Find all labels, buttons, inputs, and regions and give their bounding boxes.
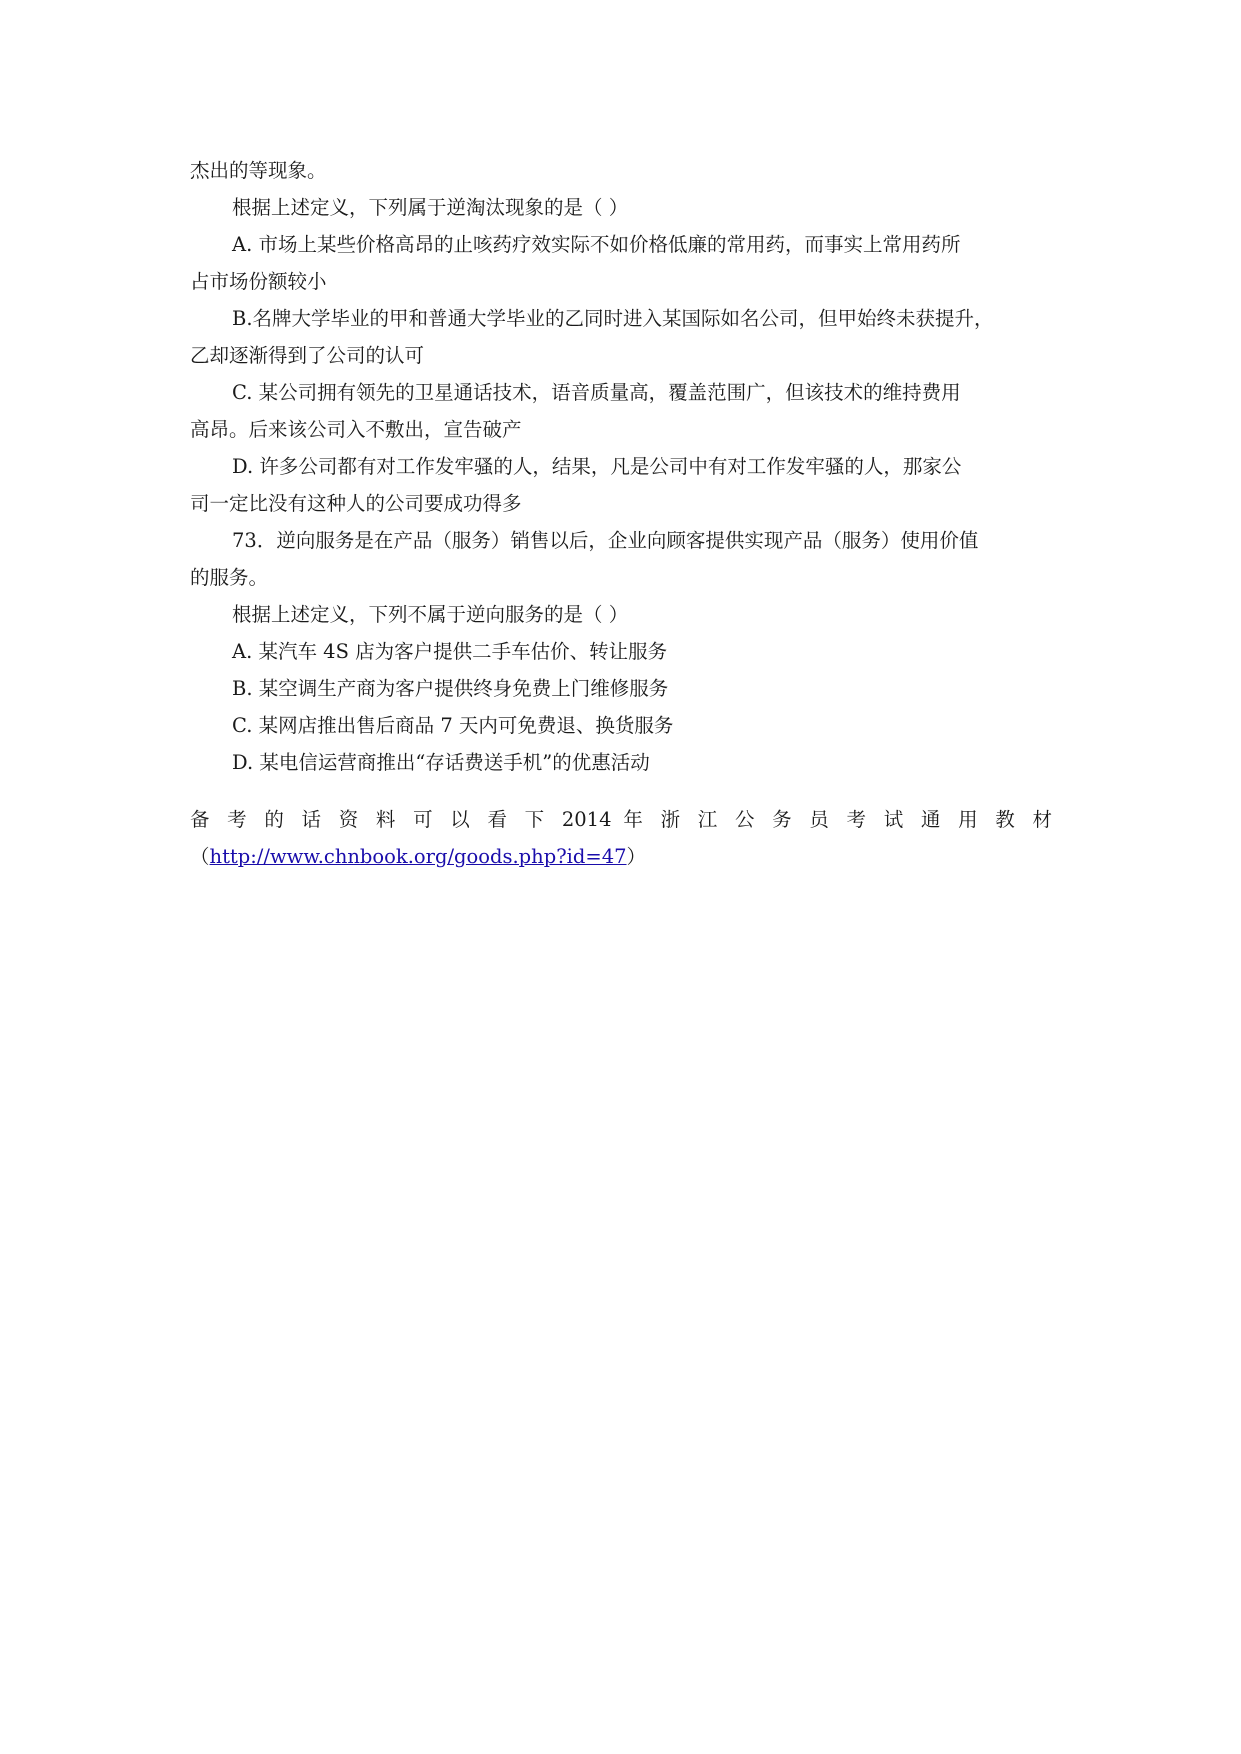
q73-option-d: D. 某电信运营商推出“存话费送手机”的优惠活动 xyxy=(232,751,650,774)
q73-definition-line1: 73．逆向服务是在产品（服务）销售以后，企业向顾客提供实现产品（服务）使用价值 xyxy=(232,529,979,552)
q73-option-b: B. 某空调生产商为客户提供终身免费上门维修服务 xyxy=(232,677,669,700)
q72-option-c-line2: 高昂。后来该公司入不敷出，宣告破产 xyxy=(190,418,522,441)
book-link[interactable]: http://www.chnbook.org/goods.php?id=47 xyxy=(209,845,627,868)
promo-text: 备 考 的 话 资 料 可 以 看 下 2014 年 浙 江 公 务 员 考 试 通 用 教 材 xyxy=(190,808,1052,831)
q72-definition-tail: 杰出的等现象。 xyxy=(190,159,327,182)
q72-option-d-line1: D. 许多公司都有对工作发牢骚的人，结果，凡是公司中有对工作发牢骚的人，那家公 xyxy=(232,455,962,478)
q72-option-a-line2: 占市场份额较小 xyxy=(190,270,327,293)
paragraph-spacer xyxy=(190,781,1052,801)
document-page xyxy=(190,152,1052,875)
close-paren: ） xyxy=(626,845,647,868)
open-paren: （ xyxy=(190,845,210,868)
q72-option-c-line1: C. 某公司拥有领先的卫星通话技术，语音质量高，覆盖范围广，但该技术的维持费用 xyxy=(232,381,961,404)
q72-option-d-line2: 司一定比没有这种人的公司要成功得多 xyxy=(190,492,522,515)
q72-option-b-line2: 乙却逐渐得到了公司的认可 xyxy=(190,344,425,367)
promo-link-line xyxy=(190,838,1052,875)
q73-option-c: C. 某网店推出售后商品 7 天内可免费退、换货服务 xyxy=(232,714,674,737)
q73-option-a: A. 某汽车 4S 店为客户提供二手车估价、转让服务 xyxy=(232,640,668,663)
q72-stem: 根据上述定义，下列属于逆淘汰现象的是（ ） xyxy=(232,196,629,219)
q72-option-b-line1: B.名牌大学毕业的甲和普通大学毕业的乙同时进入某国际如名公司，但甲始终未获提升， xyxy=(232,307,994,330)
q72-option-a-line1: A. 市场上某些价格高昂的止咳药疗效实际不如价格低廉的常用药，而事实上常用药所 xyxy=(232,233,961,256)
q73-definition-line2: 的服务。 xyxy=(190,566,269,589)
q73-stem: 根据上述定义，下列不属于逆向服务的是（ ） xyxy=(232,603,629,626)
